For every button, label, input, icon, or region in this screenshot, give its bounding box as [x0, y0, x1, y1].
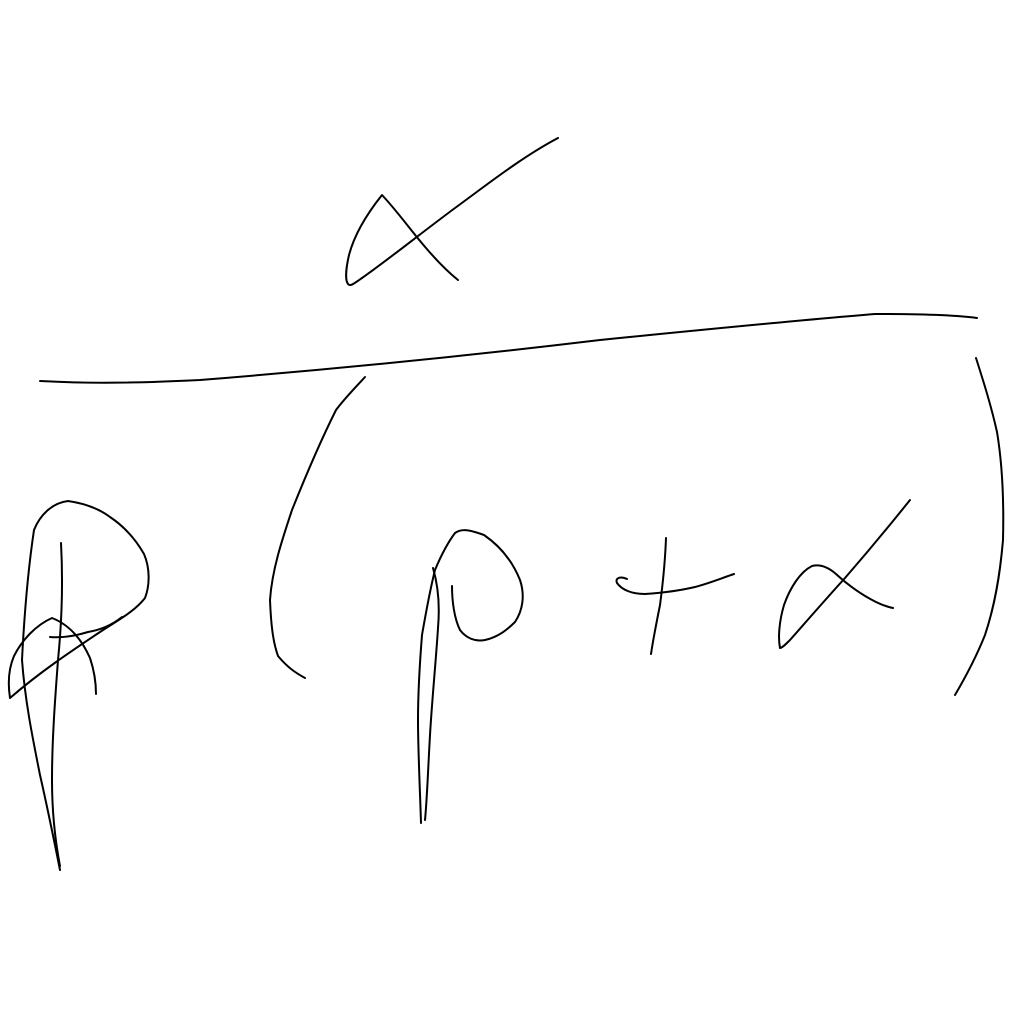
- open-paren-stroke: [270, 377, 365, 678]
- plus-vertical-stroke: [651, 538, 666, 654]
- numerator-alpha-stroke: [346, 138, 558, 285]
- beta-glyph: [9, 501, 149, 870]
- denominator-alpha-glyph: [779, 500, 910, 648]
- numerator-alpha-glyph: [346, 138, 558, 285]
- close-paren-stroke: [955, 358, 1003, 695]
- fraction-bar-stroke: [40, 314, 977, 383]
- close-paren-glyph: [955, 358, 1003, 695]
- beta-stroke-stem: [9, 501, 149, 870]
- denominator-alpha-stroke: [779, 500, 910, 648]
- beta-stroke-vertical: [52, 543, 62, 866]
- fraction-bar-glyph: [40, 314, 977, 383]
- rho-glyph: [418, 530, 523, 823]
- plus-sign-glyph: [617, 538, 734, 654]
- open-paren-glyph: [270, 377, 365, 678]
- plus-horizontal-stroke: [617, 574, 734, 594]
